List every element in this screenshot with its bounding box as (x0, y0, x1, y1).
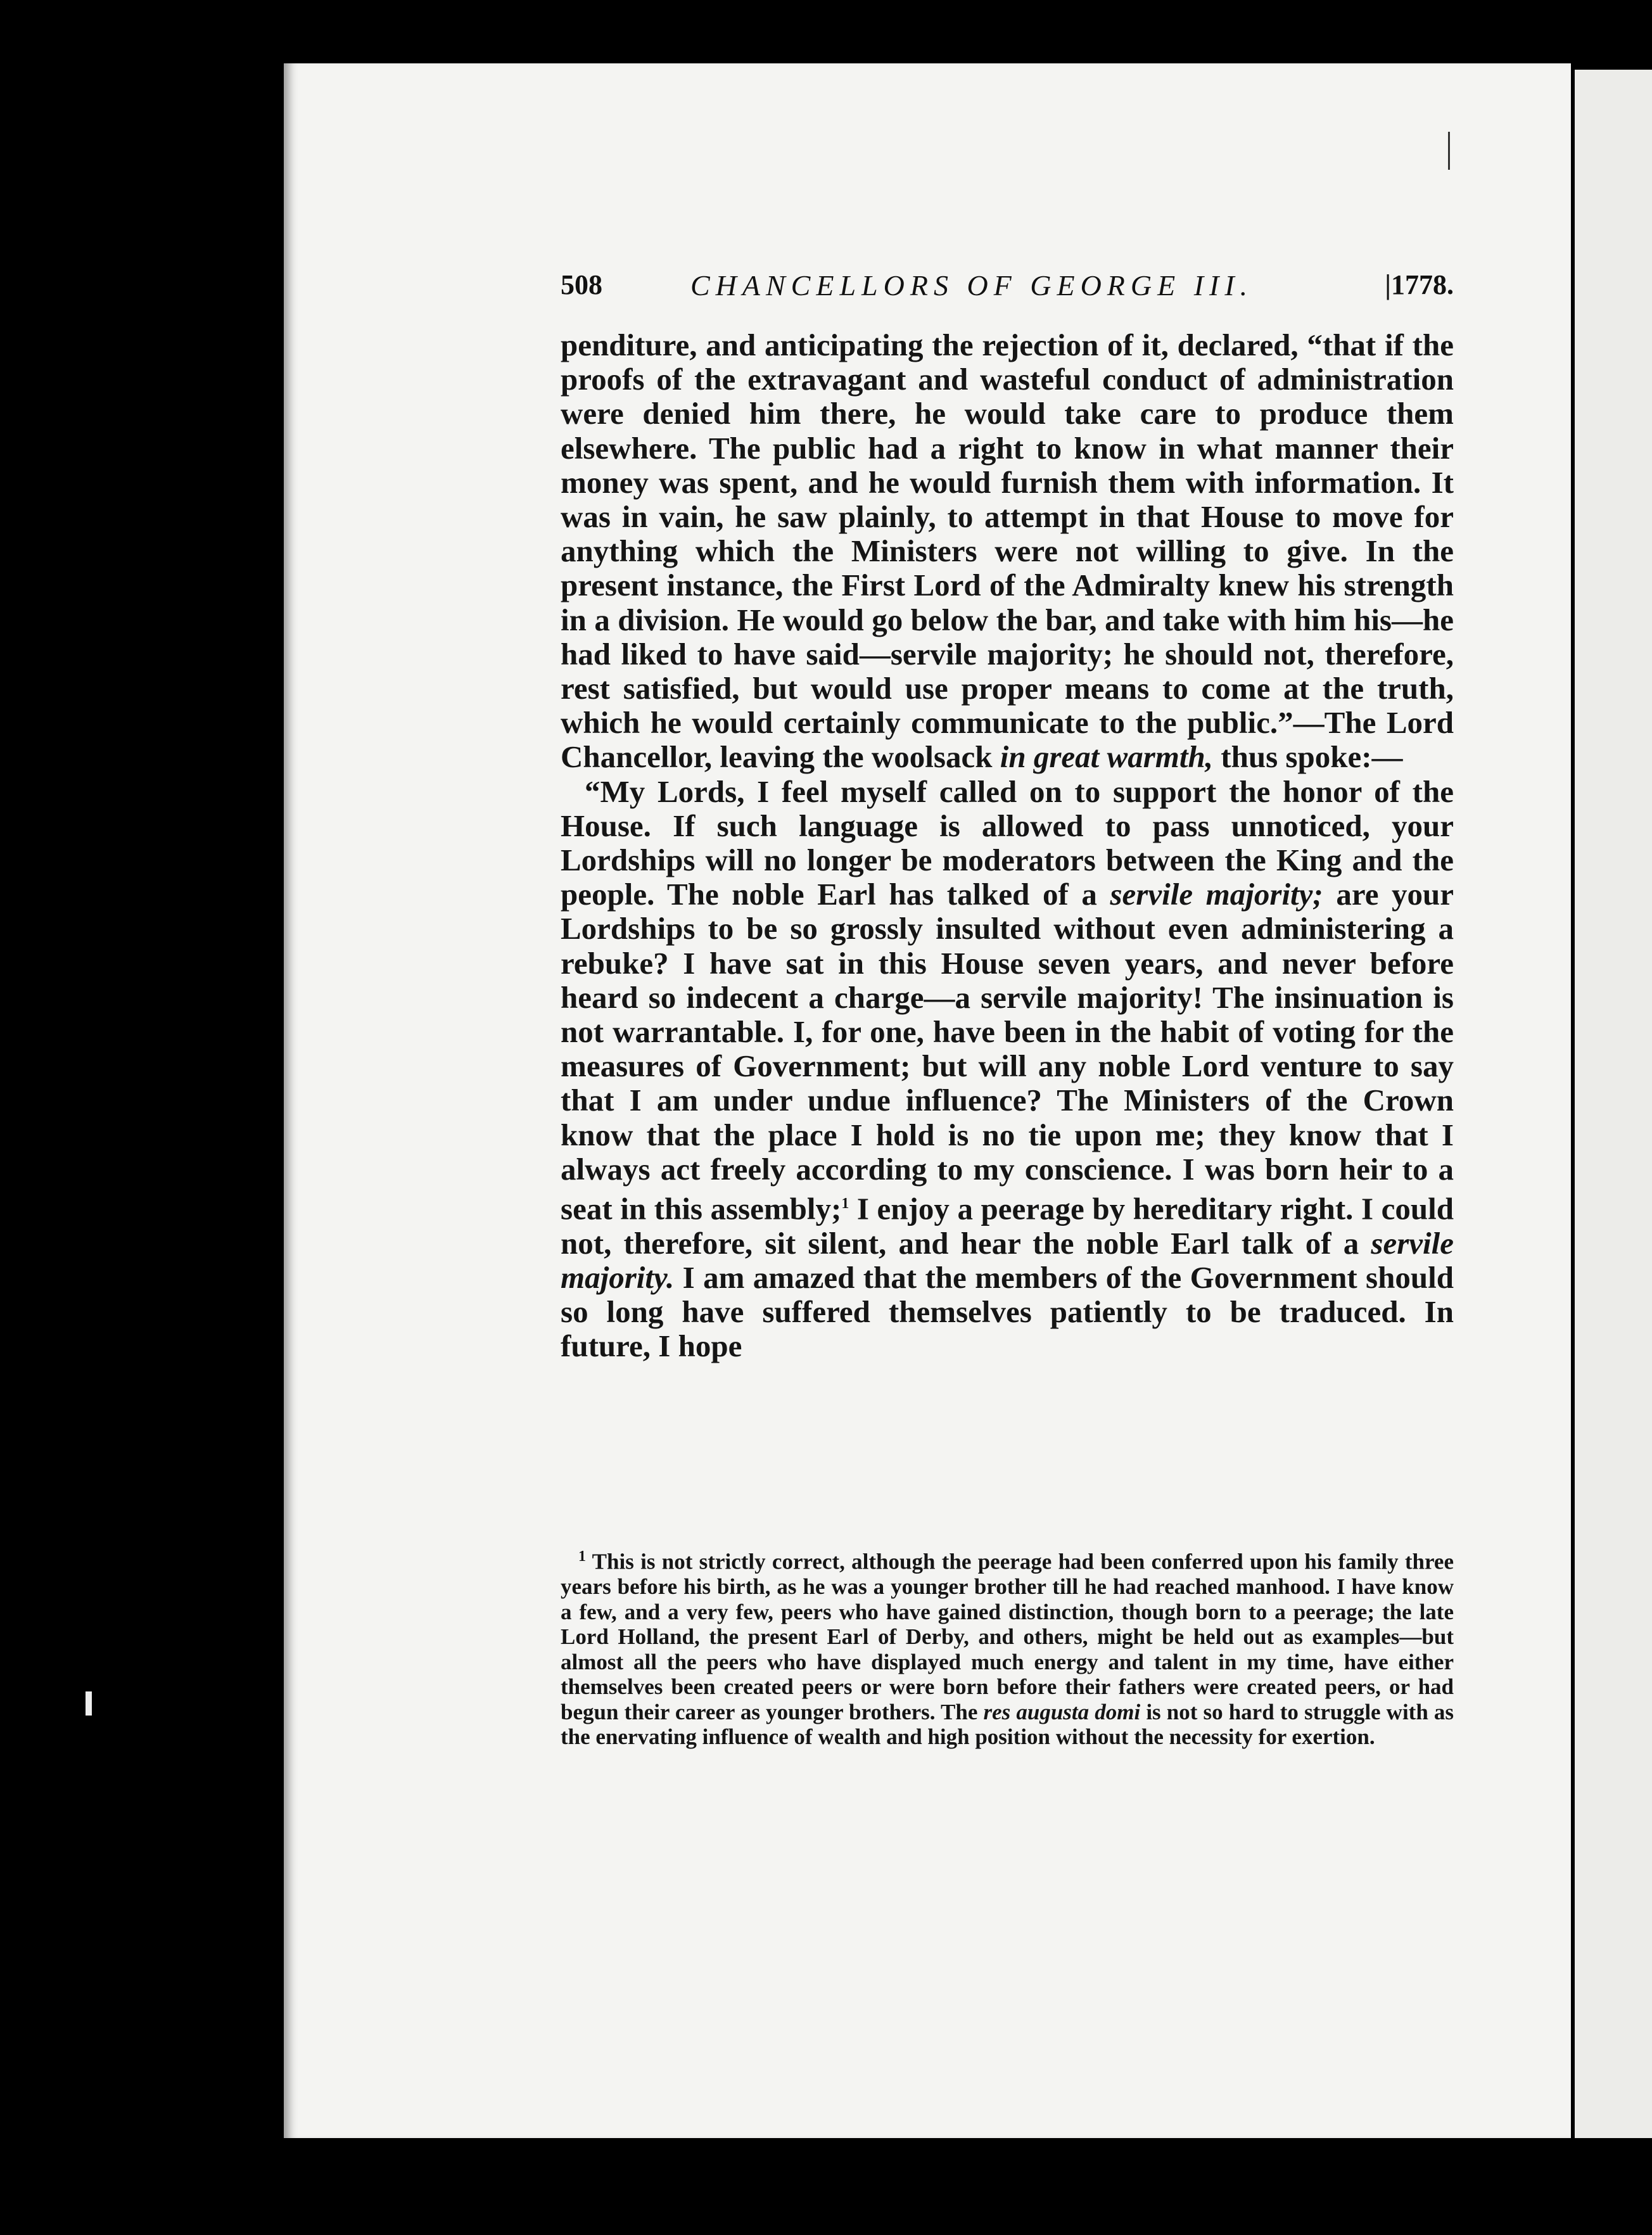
text-run: is not so hard to struggle with as the enervating influence of wealth and high position without the necessity for exertion. (561, 1699, 1454, 1750)
running-year: |1778. (1385, 269, 1454, 300)
text-run: This is not strictly correct, although the peerage had been conferred upon his family three years before his birth, as he was a younger brother till he had reached manhood. I have know a few, and a very few, peers who have gained distinction, though born to a peerage; the late Lord Holland, the present Earl of Derby, and others, might be held out as examples—but almost all the peers who have displayed much energy and talent in my time, have either themselves been created peers or were born before their fathers were created peers, or had begun their career as younger brothers. The (561, 1549, 1454, 1724)
italic-text: res augusta domi (983, 1699, 1141, 1724)
text-run: are your Lordships to be so grossly insulted without even administering a rebuke? I have sat in this House seven years, and never before heard so indecent a charge—a servile majority! The insinuation is not warrantable. I, for one, have been in the habit of voting for the measures of Government; but will any noble Lord venture to say that I am under undue influence? The Ministers of the Crown know that the place I hold is no tie upon me; they know that I always act freely according to my conscience. I was born heir to a seat in this assembly; (561, 877, 1454, 1226)
text-run: “My Lords, I feel myself called on to support the honor of the House. If such language is allowed to pass unnoticed, your Lordships will no longer be moderators between the King and the people. The noble Earl has talked of a (561, 774, 1454, 912)
running-title: CHANCELLORS OF GEORGE III. (690, 269, 1254, 302)
text-run: thus spoke:— (1221, 739, 1403, 775)
text-run: I enjoy a peerage by hereditary right. I could not, therefore, sit silent, and hear the noble Earl talk of a (561, 1191, 1454, 1261)
scan-speck (86, 1691, 92, 1716)
italic-text: servile majority; (1110, 877, 1323, 912)
footnote-ref[interactable]: 1 (841, 1195, 849, 1213)
page-number: 508 (561, 269, 602, 300)
italic-text: servile majority. (561, 1225, 1454, 1295)
footnote-marker: 1 (578, 1548, 586, 1565)
scan-mark (1448, 132, 1450, 170)
paragraph (561, 775, 1454, 1364)
facing-page-edge (1575, 70, 1652, 2138)
footnote (561, 1544, 1454, 1750)
text-run: I am amazed that the members of the Government should so long have suffered themselves patiently to be traduced. In future, I hope (561, 1259, 1454, 1364)
running-head (561, 269, 1454, 308)
text-run: penditure, and anticipating the rejection of it, declared, “that if the proofs of the extravagant and wasteful conduct of administration were denied him there, he would take care to produce them elsewhere. The public had a right to know in what manner their money was spent, and he would furnish them with information. It was in vain, he saw plainly, to attempt in that House to move for anything which the Ministers were not willing to give. In the present instance, the First Lord of the Admiralty knew his strength in a division. He would go below the bar, and take with him his—he had liked to have said—servile majority; he should not, therefore, rest satisfied, but would use proper means to come at the truth, which he would certainly communicate to the public.”—The Lord Chancellor, leaving the woolsack (561, 328, 1454, 775)
italic-text: in great warmth, (1000, 739, 1214, 775)
footnote-text (561, 1544, 1454, 1750)
body-text (561, 328, 1454, 1363)
paragraph (561, 328, 1454, 775)
